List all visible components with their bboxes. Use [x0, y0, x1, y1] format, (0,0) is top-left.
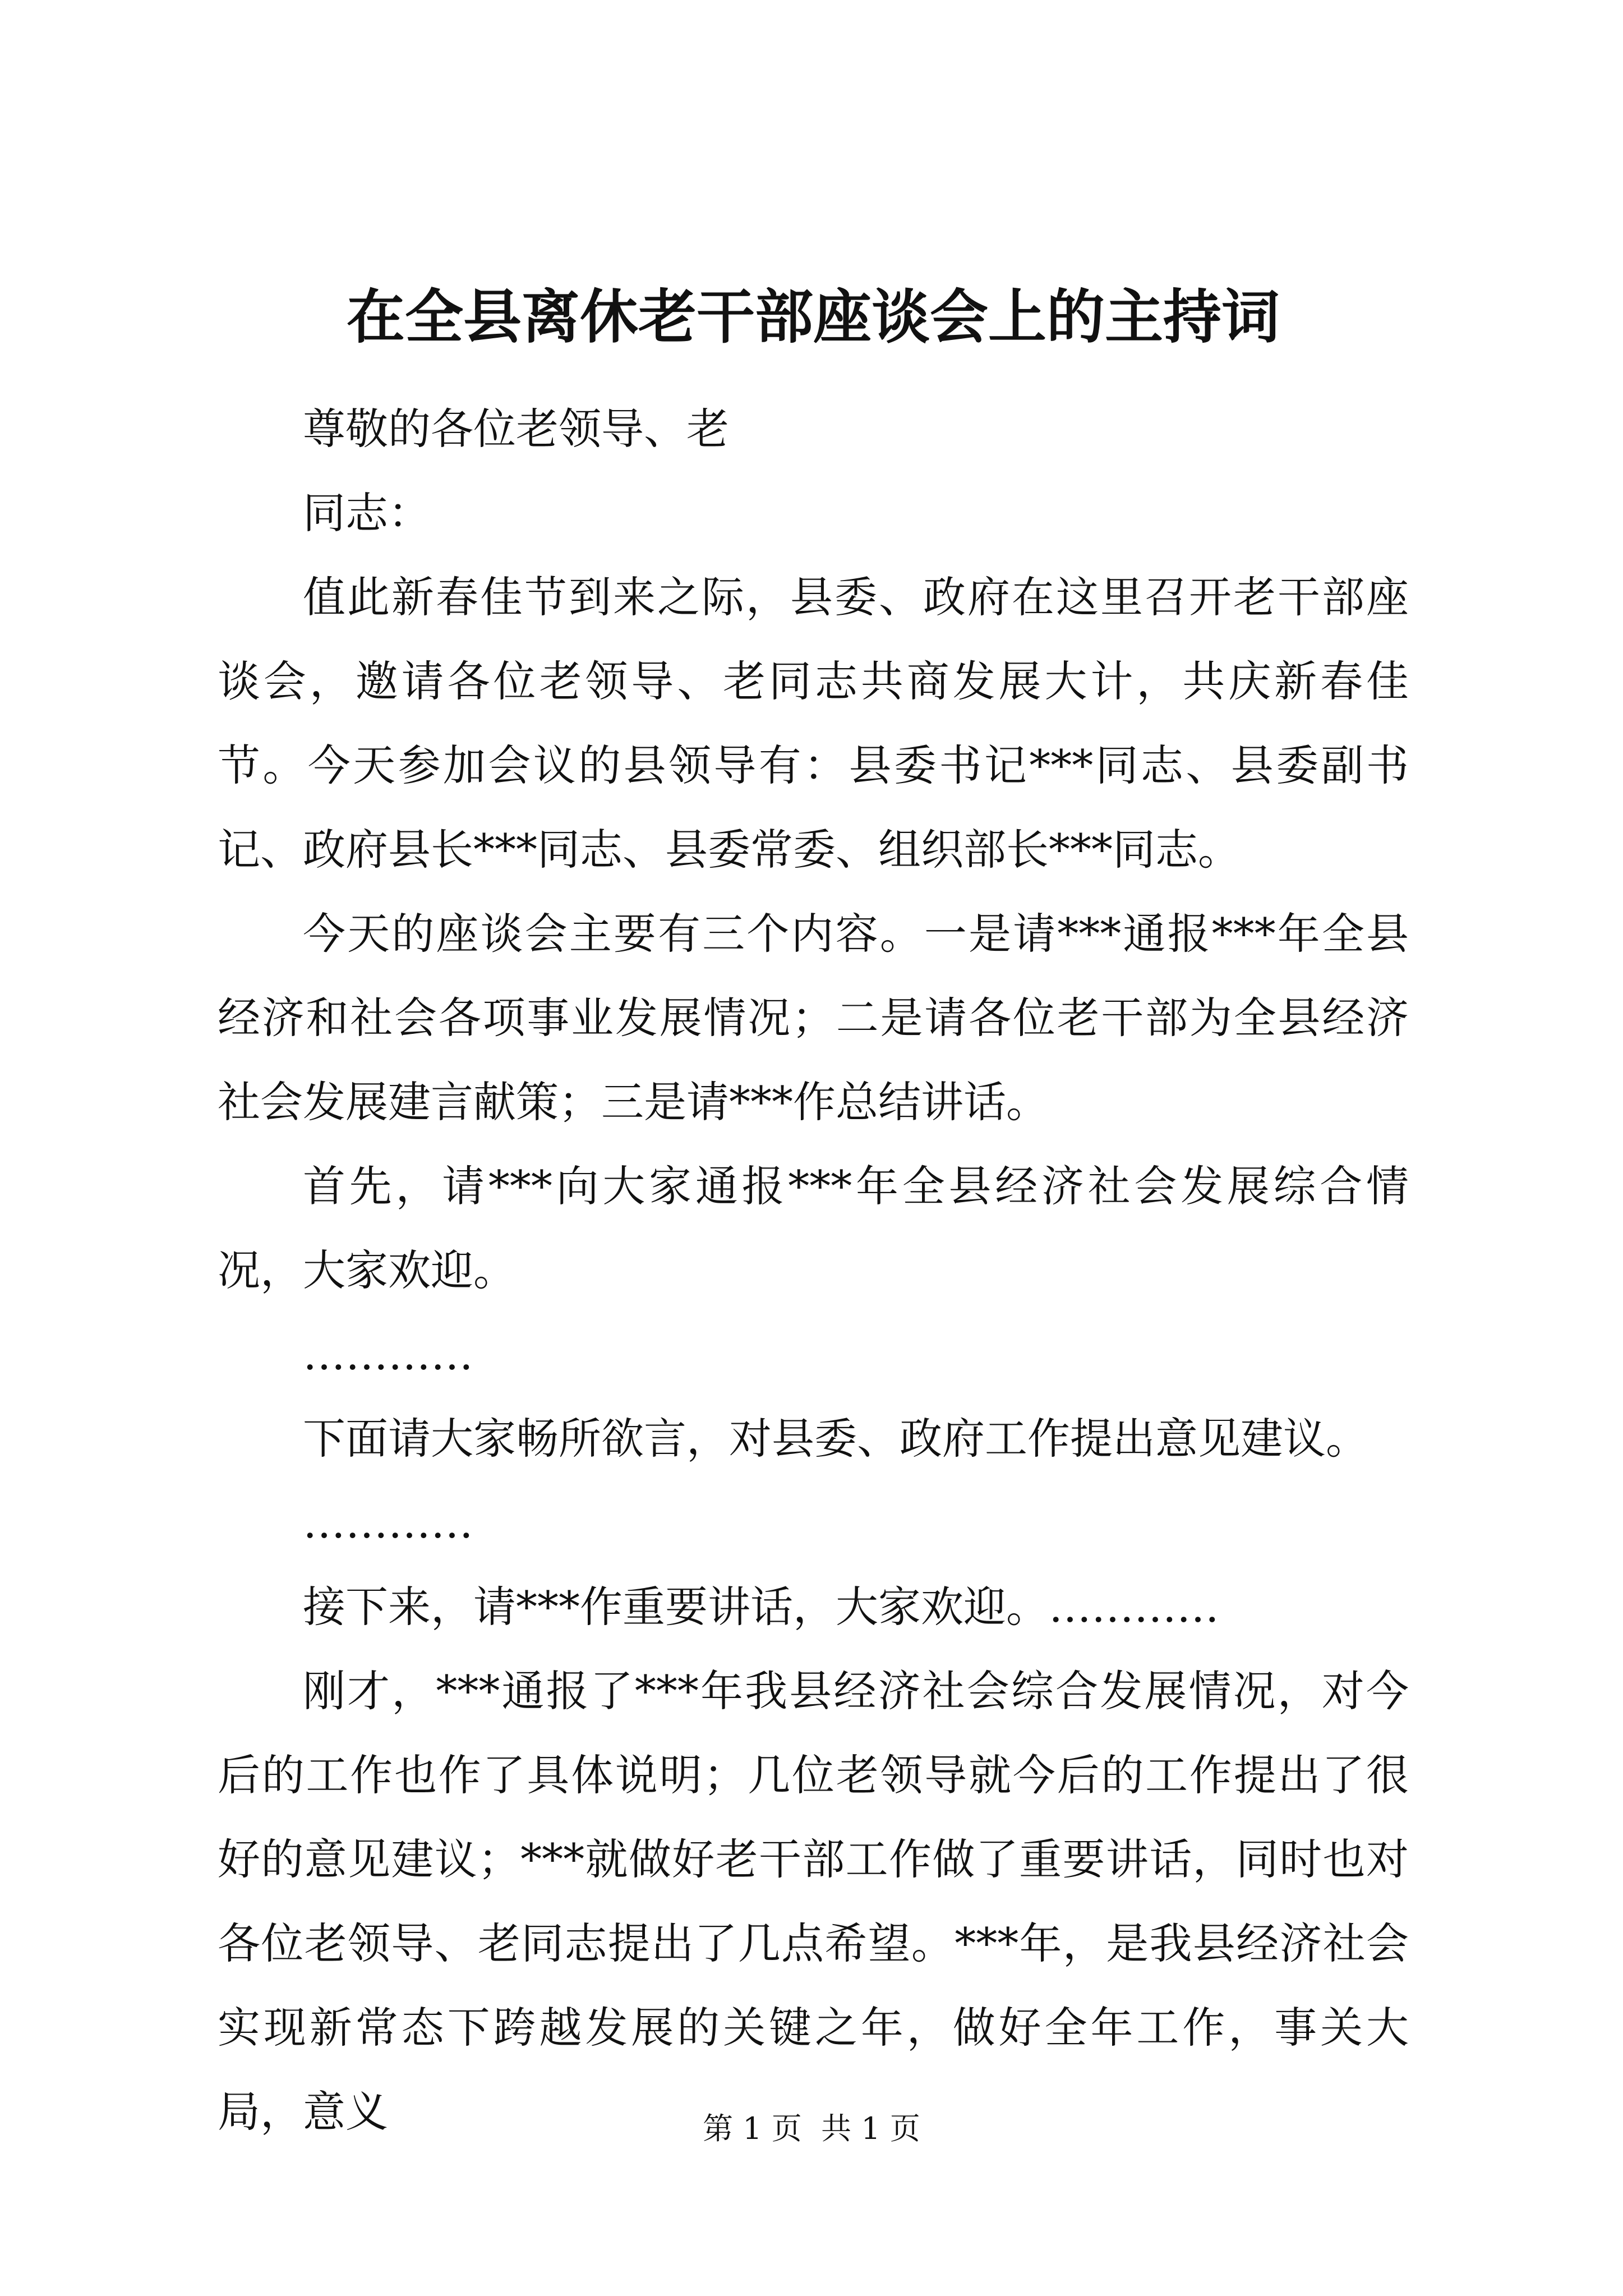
paragraph-discussion: 下面请大家畅所欲言，对县委、政府工作提出意见建议。	[303, 1414, 1368, 1464]
page-footer: 第 1 页 共 1 页	[703, 2111, 920, 2146]
paragraph-first-item: 首先，请***向大家通报***年全县经济社会发展综合情况，大家欢迎。	[218, 1161, 1409, 1295]
ellipsis-1: …………	[303, 1329, 473, 1379]
salutation-line-2: 同志：	[303, 488, 431, 538]
paragraph-summary: 刚才，***通报了***年我县经济社会综合发展情况，对今后的工作也作了具体说明；几位老领导就今后的工作提出了很好的意见建议；***就做好老干部工作做了重要讲话，同时也对各位老领导、老同志提出了几点希望。***年，是我县经济社会实现新常态下跨越发展的关键之年，做好全年工作，事关大局，意义	[218, 1666, 1409, 2137]
paragraph-agenda: 今天的座谈会主要有三个内容。一是请***通报***年全县经济和社会各项事业发展情况；二是请各位老干部为全县经济社会发展建言献策；三是请***作总结讲话。	[218, 909, 1409, 1127]
paragraph-speech: 接下来，请***作重要讲话，大家欢迎。…………	[303, 1582, 1219, 1632]
salutation-line-1: 尊敬的各位老领导、老	[303, 404, 729, 454]
ellipsis-2: …………	[303, 1498, 473, 1548]
document-body	[218, 387, 1409, 2154]
paragraph-opening: 值此新春佳节到来之际，县委、政府在这里召开老干部座谈会，邀请各位老领导、老同志共商发展大计，共庆新春佳节。今天参加会议的县领导有：县委书记***同志、县委副书记、政府县长***同志、县委常委、组织部长***同志。	[218, 572, 1409, 875]
document-title: 在全县离休老干部座谈会上的主持词	[346, 282, 1280, 351]
